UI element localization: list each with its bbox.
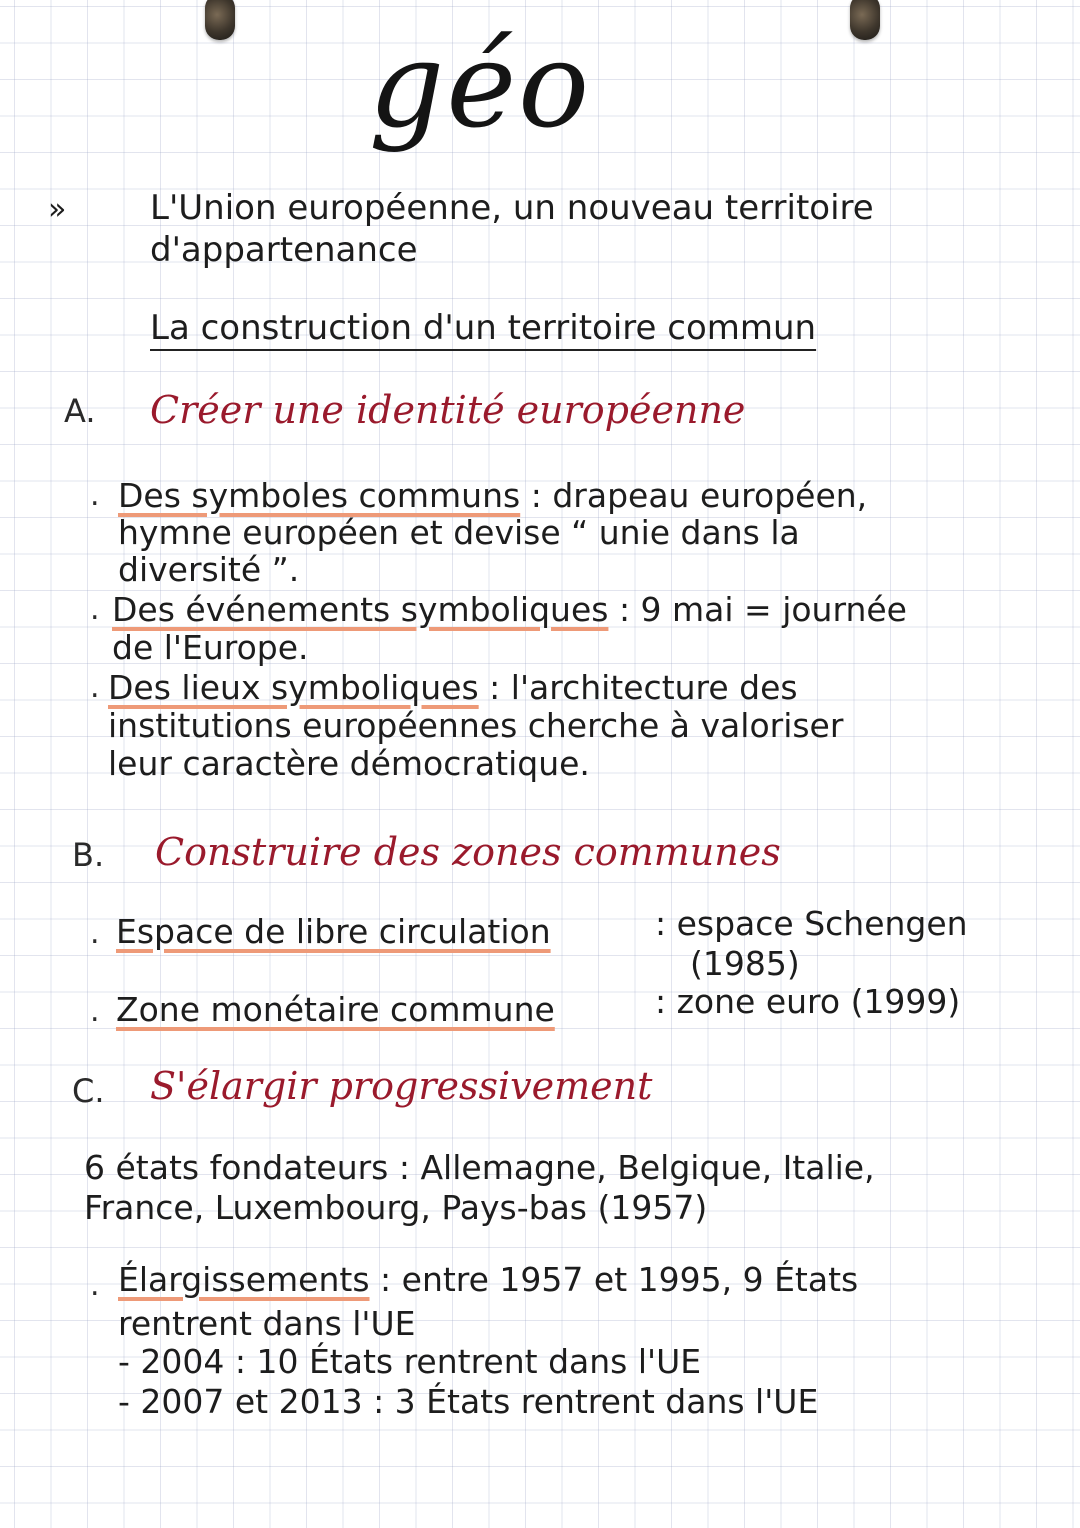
a-bullet1-rest: : drapeau européen, (530, 476, 868, 515)
a-bullet1-line2: hymne européen et devise “ unie dans la (118, 513, 800, 552)
a-bullet3-line3: leur caractère démocratique. (108, 744, 590, 783)
bullet-dot: . (90, 478, 100, 513)
chapter-title-line2: d'appartenance (150, 230, 418, 270)
bullet-dot: . (90, 1268, 100, 1303)
c-enl-rest: : entre 1957 et 1995, 9 États (380, 1260, 859, 1299)
a-bullet2-rest: : 9 mai = journée (618, 590, 907, 629)
section-c-heading: S'élargir progressivement (150, 1064, 653, 1108)
a-bullet2-term: Des événements symboliques (112, 590, 609, 629)
section-b-heading: Construire des zones communes (155, 830, 781, 874)
c-founders-line1: 6 états fondateurs : Allemagne, Belgique, Italie, (84, 1148, 875, 1187)
section-subtitle: La construction d'un territoire commun (150, 308, 817, 348)
page-title: géo (368, 16, 592, 154)
a-bullet2-line1 (112, 592, 907, 628)
b-row1-value2: (1985) (690, 944, 800, 983)
section-a-letter: A. (64, 392, 96, 430)
binder-ring-left (205, 0, 235, 40)
c-enl-line1 (118, 1262, 858, 1298)
section-c-letter: C. (72, 1072, 105, 1110)
a-bullet3-line2: institutions européennes cherche à valoriser (108, 706, 844, 745)
b-row2-term: Zone monétaire commune (116, 990, 555, 1029)
chapter-marker: » (48, 192, 67, 227)
c-founders-line2: France, Luxembourg, Pays-bas (1957) (84, 1188, 708, 1227)
c-dash-item-2: - 2007 et 2013 : 3 États rentrent dans l'UE (118, 1382, 819, 1421)
c-dash-item-1: - 2004 : 10 États rentrent dans l'UE (118, 1342, 702, 1381)
c-enl-line2: rentrent dans l'UE (118, 1304, 416, 1343)
chapter-title-line1: L'Union européenne, un nouveau territoire (150, 188, 874, 228)
b-row1-value: : espace Schengen (655, 904, 968, 943)
bullet-dot: . (90, 670, 100, 705)
bullet-dot: . (90, 916, 100, 951)
a-bullet1-line3: diversité ”. (118, 550, 300, 589)
a-bullet3-line1 (108, 670, 798, 706)
bullet-dot: . (90, 592, 100, 627)
section-a-heading: Créer une identité européenne (150, 388, 746, 432)
a-bullet1-line1 (118, 478, 867, 514)
binder-ring-right (850, 0, 880, 40)
a-bullet3-rest: : l'architecture des (489, 668, 798, 707)
a-bullet1-term: Des symboles communs (118, 476, 521, 515)
a-bullet2-line2: de l'Europe. (112, 628, 309, 667)
a-bullet3-term: Des lieux symboliques (108, 668, 479, 707)
c-enl-term: Élargissements (118, 1260, 370, 1299)
b-row1-term: Espace de libre circulation (116, 912, 551, 951)
bullet-dot: . (90, 994, 100, 1029)
b-row2-value: : zone euro (1999) (655, 982, 961, 1021)
section-b-letter: B. (72, 836, 105, 874)
